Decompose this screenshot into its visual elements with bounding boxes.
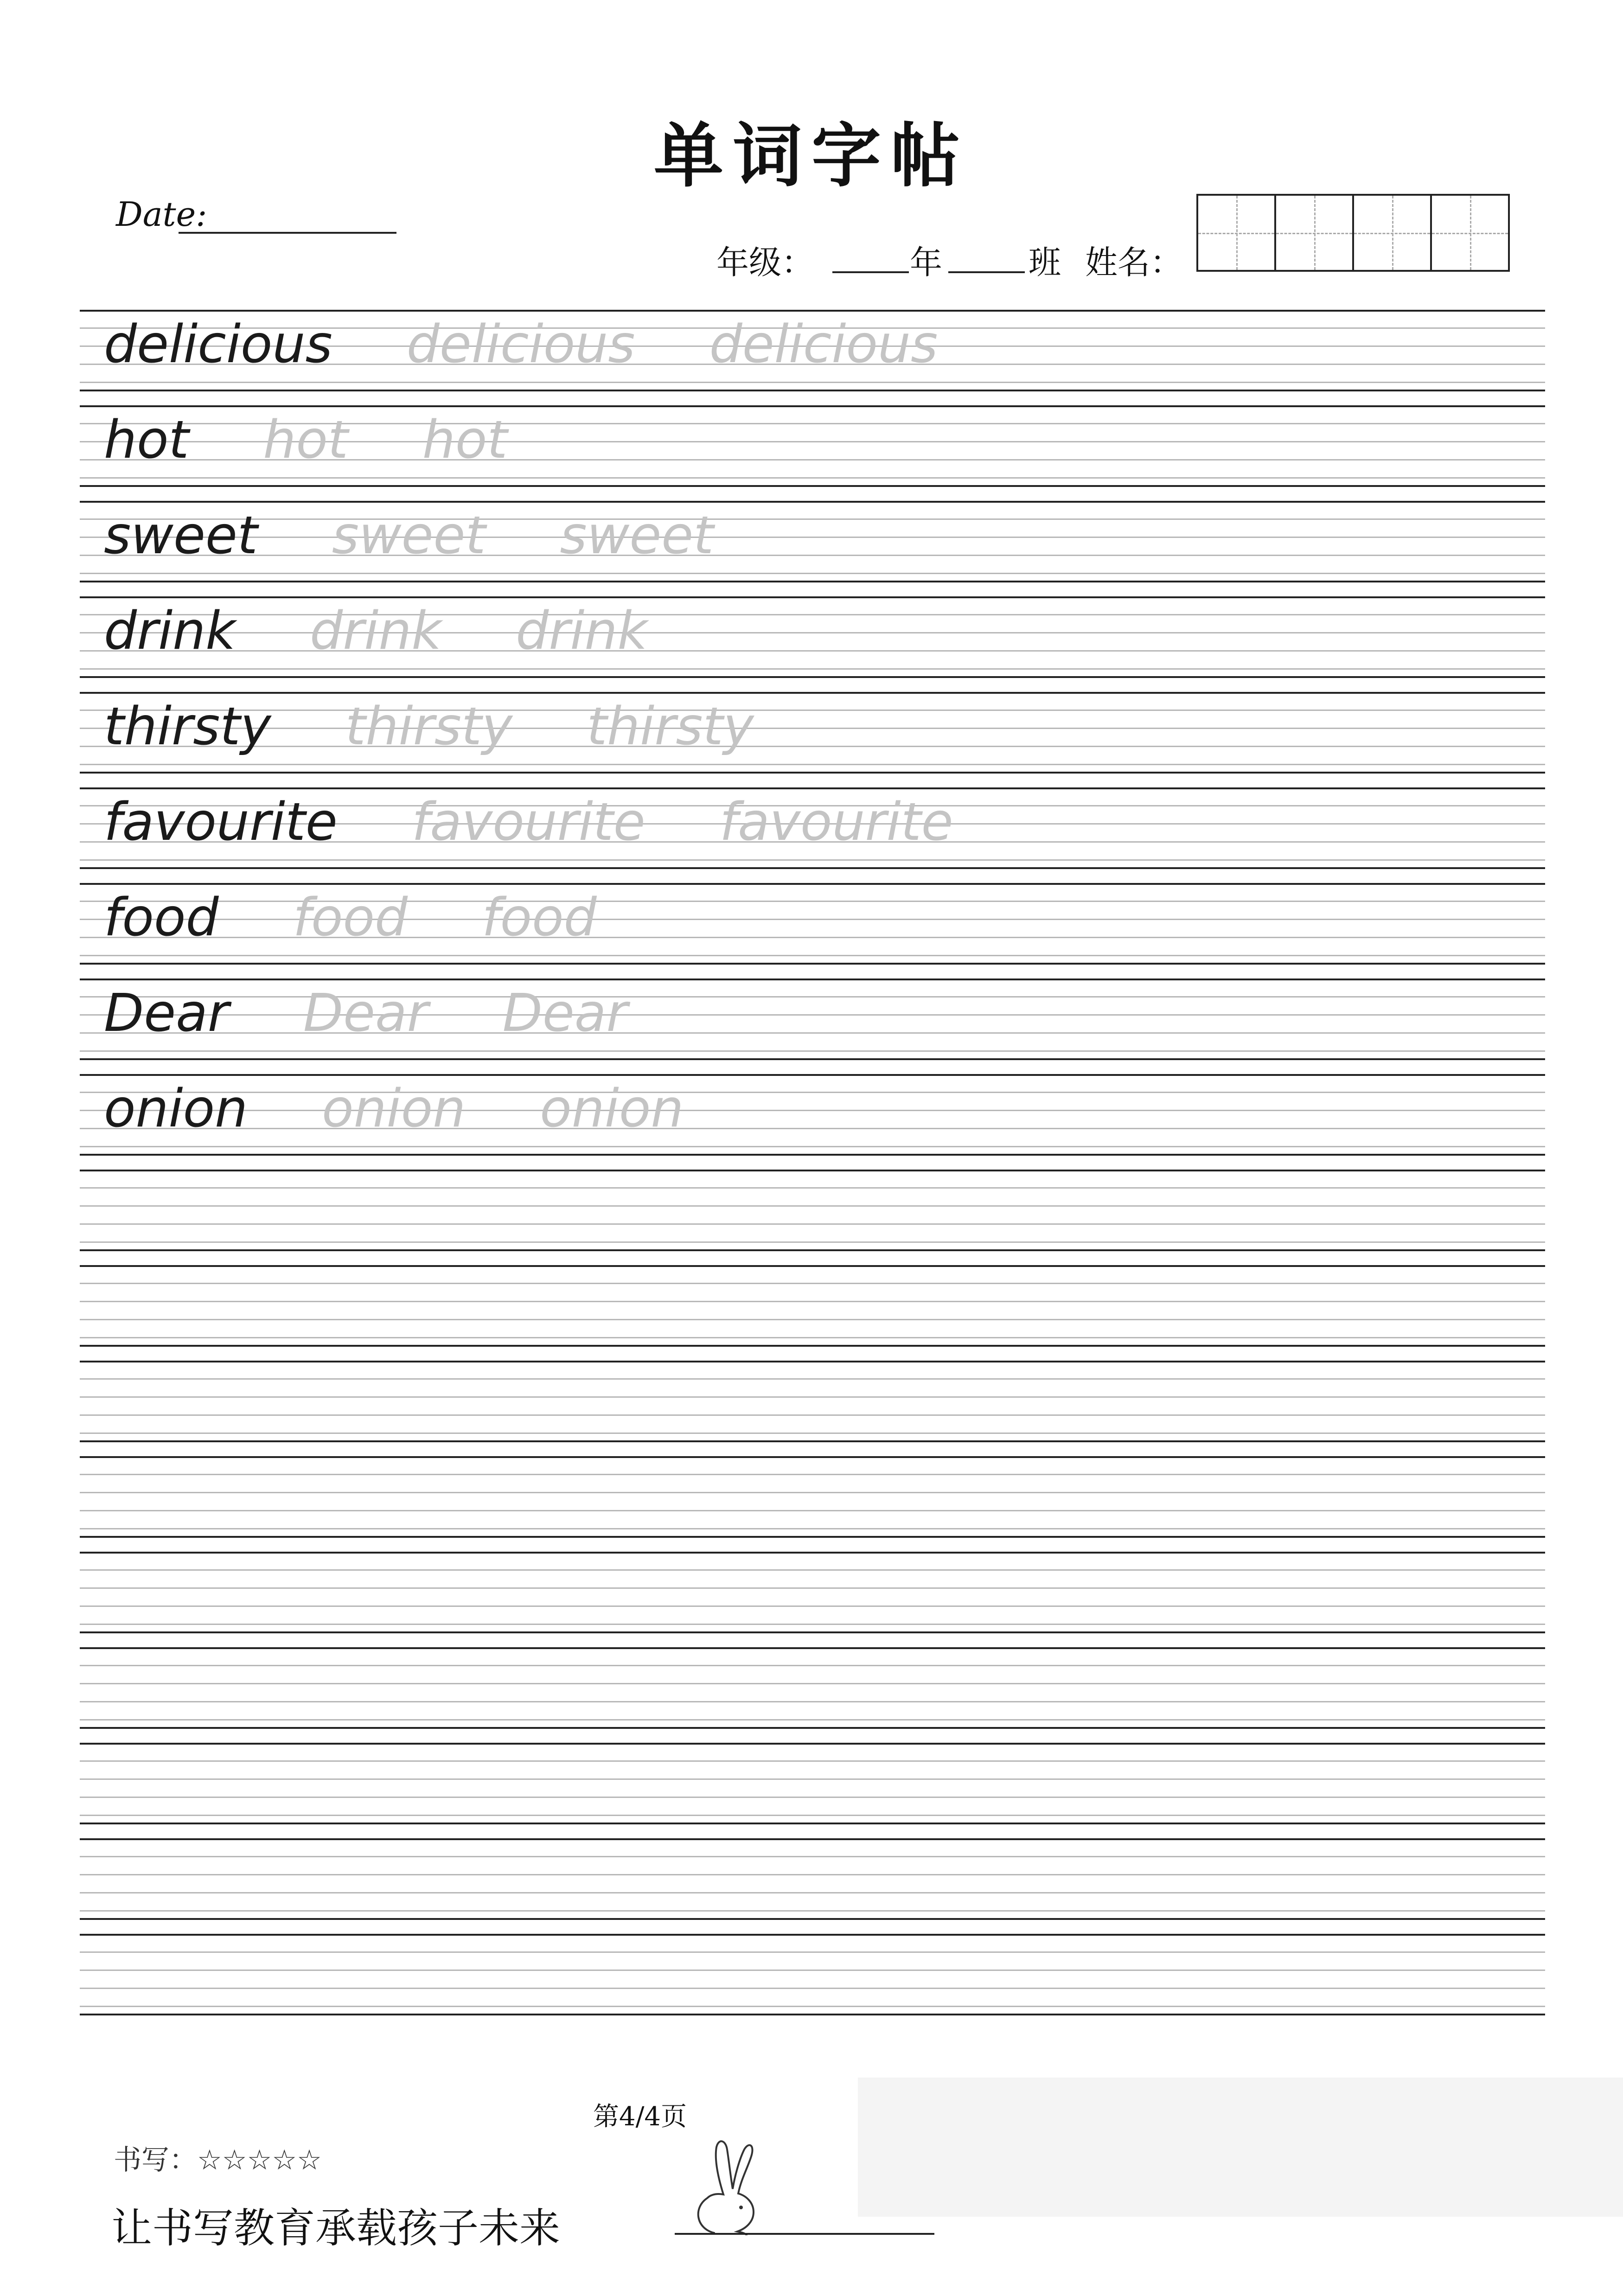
- trace-word: onion: [540, 1079, 684, 1139]
- rule-line: [80, 1154, 1545, 1156]
- rule-line: [80, 955, 1545, 956]
- word-group: [104, 1079, 758, 1139]
- rule-line: [80, 2014, 1545, 2015]
- rule-line: [80, 405, 1545, 407]
- rule-line: [80, 668, 1545, 670]
- name-grid-cell[interactable]: [1432, 196, 1508, 270]
- rule-line: [80, 596, 1545, 598]
- trace-word: favourite: [411, 792, 645, 852]
- rule-line: [80, 1058, 1545, 1060]
- model-word: food: [104, 888, 219, 948]
- writing-row[interactable]: [80, 596, 1545, 692]
- rule-line: [80, 692, 1545, 694]
- rule-line: [80, 1223, 1545, 1225]
- writing-lines: [80, 310, 1545, 2029]
- word-group: [104, 792, 1028, 852]
- rule-line: [80, 1146, 1545, 1147]
- rule-line: [80, 1205, 1545, 1207]
- word-group: [104, 697, 828, 757]
- rule-line: [80, 1249, 1545, 1251]
- writing-row[interactable]: [80, 692, 1545, 787]
- name-writing-grid[interactable]: [1196, 194, 1510, 272]
- rule-line: [80, 1605, 1545, 1607]
- rule-line: [80, 787, 1545, 789]
- rule-line: [80, 1988, 1545, 1989]
- writing-row[interactable]: [80, 1838, 1545, 1934]
- rule-line: [80, 573, 1545, 574]
- writing-row[interactable]: [80, 1361, 1545, 1456]
- rule-line: [80, 1440, 1545, 1442]
- rule-line: [80, 1760, 1545, 1762]
- rule-line: [80, 1319, 1545, 1320]
- rule-line: [80, 963, 1545, 965]
- rule-line: [80, 1778, 1545, 1780]
- rule-line: [80, 1510, 1545, 1511]
- model-word: Dear: [104, 983, 229, 1043]
- rule-line: [80, 1815, 1545, 1816]
- writing-row[interactable]: [80, 1265, 1545, 1361]
- date-label: Date:: [116, 195, 207, 234]
- model-word: drink: [104, 601, 236, 661]
- writing-row[interactable]: [80, 1743, 1545, 1838]
- rule-line: [80, 1474, 1545, 1475]
- rule-line: [80, 1647, 1545, 1649]
- trace-word: drink: [310, 601, 442, 661]
- rule-line: [80, 382, 1545, 383]
- rule-line: [80, 1624, 1545, 1625]
- rule-line: [80, 501, 1545, 503]
- rule-line: [80, 1665, 1545, 1666]
- trace-word: onion: [322, 1079, 466, 1139]
- rule-line: [80, 310, 1545, 312]
- trace-word: hot: [263, 410, 348, 470]
- rule-line: [80, 1050, 1545, 1052]
- rule-line: [80, 1456, 1545, 1458]
- rule-line: [80, 1797, 1545, 1798]
- word-group: [104, 601, 722, 661]
- rule-line: [80, 1743, 1545, 1745]
- rule-line: [80, 1970, 1545, 1971]
- rule-line: [80, 1074, 1545, 1076]
- word-group: [104, 888, 671, 948]
- trace-word: sweet: [560, 505, 714, 566]
- slogan: 让书写教育承载孩子未来: [111, 2204, 561, 2252]
- model-word: hot: [104, 410, 189, 470]
- model-word: sweet: [104, 505, 258, 566]
- name-grid-cell[interactable]: [1354, 196, 1432, 270]
- word-group: [104, 314, 1012, 375]
- rule-line: [80, 859, 1545, 861]
- word-group: [104, 410, 581, 470]
- rule-line: [80, 1934, 1545, 1936]
- rule-line: [80, 390, 1545, 391]
- rule-line: [80, 1569, 1545, 1571]
- grade-label: 年级：: [716, 243, 814, 281]
- model-word: onion: [104, 1079, 248, 1139]
- word-group: [104, 983, 702, 1043]
- name-grid-cell[interactable]: [1198, 196, 1276, 270]
- model-word: delicious: [104, 314, 332, 375]
- writing-row[interactable]: [80, 1934, 1545, 2029]
- writing-row[interactable]: [80, 501, 1545, 596]
- rule-line: [80, 1856, 1545, 1857]
- rule-line: [80, 1701, 1545, 1702]
- rule-line: [80, 883, 1545, 885]
- page-number: 第4/4页: [593, 2102, 687, 2132]
- trace-word: thirsty: [587, 697, 754, 757]
- trace-word: food: [482, 888, 597, 948]
- writing-row[interactable]: [80, 1647, 1545, 1743]
- rule-line: [80, 1337, 1545, 1338]
- class-label: 班: [1029, 243, 1061, 281]
- rule-line: [80, 1396, 1545, 1398]
- rule-line: [80, 1301, 1545, 1302]
- rule-line: [80, 1951, 1545, 1953]
- rule-line: [80, 1683, 1545, 1684]
- date-blank-line[interactable]: [179, 232, 396, 234]
- rule-line: [80, 1414, 1545, 1416]
- class-blank-line[interactable]: [948, 271, 1025, 273]
- footer-line: [675, 2233, 934, 2235]
- rule-line: [80, 1241, 1545, 1243]
- name-label: 姓名：: [1085, 243, 1182, 281]
- rule-line: [80, 1378, 1545, 1380]
- rule-line: [80, 764, 1545, 765]
- writing-row[interactable]: [80, 405, 1545, 501]
- rule-line: [80, 1187, 1545, 1189]
- trace-word: Dear: [502, 983, 628, 1043]
- rule-line: [80, 1918, 1545, 1920]
- writing-row[interactable]: [80, 883, 1545, 979]
- rule-line: [80, 1528, 1545, 1529]
- writing-row[interactable]: [80, 787, 1545, 883]
- rule-line: [80, 581, 1545, 582]
- writing-row[interactable]: [80, 310, 1545, 405]
- name-grid-cell[interactable]: [1276, 196, 1354, 270]
- writing-row[interactable]: [80, 1074, 1545, 1170]
- trace-word: sweet: [332, 505, 486, 566]
- rule-line: [80, 1631, 1545, 1633]
- trace-word: thirsty: [345, 697, 513, 757]
- rule-line: [80, 1361, 1545, 1362]
- trace-word: hot: [422, 410, 508, 470]
- rule-line: [80, 2006, 1545, 2007]
- writing-row[interactable]: [80, 979, 1545, 1074]
- page-title: 单词字帖: [653, 115, 969, 197]
- word-group: [104, 505, 788, 566]
- rule-line: [80, 1838, 1545, 1840]
- rule-line: [80, 1823, 1545, 1824]
- year-label: 年: [910, 243, 942, 281]
- rule-line: [80, 1719, 1545, 1720]
- rule-line: [80, 1910, 1545, 1912]
- rule-line: [80, 1892, 1545, 1893]
- grade-blank-line[interactable]: [832, 271, 909, 273]
- trace-word: food: [293, 888, 408, 948]
- writing-row[interactable]: [80, 1456, 1545, 1552]
- rule-line: [80, 867, 1545, 869]
- model-word: favourite: [104, 792, 338, 852]
- model-word: thirsty: [104, 697, 271, 757]
- rule-line: [80, 1727, 1545, 1729]
- trace-word: delicious: [709, 314, 938, 375]
- rule-line: [80, 1587, 1545, 1589]
- writing-row[interactable]: [80, 1552, 1545, 1647]
- writing-row[interactable]: [80, 1170, 1545, 1265]
- rule-line: [80, 772, 1545, 774]
- rule-line: [80, 1265, 1545, 1267]
- trace-word: drink: [516, 601, 648, 661]
- rule-line: [80, 1552, 1545, 1554]
- rule-line: [80, 1874, 1545, 1875]
- rule-line: [80, 485, 1545, 487]
- rule-line: [80, 1345, 1545, 1347]
- rule-line: [80, 1170, 1545, 1171]
- rule-line: [80, 1433, 1545, 1434]
- trace-word: delicious: [406, 314, 635, 375]
- rule-line: [80, 1536, 1545, 1538]
- rule-line: [80, 1492, 1545, 1493]
- trace-word: Dear: [303, 983, 428, 1043]
- writing-rating: 书写：☆☆☆☆☆: [114, 2144, 322, 2176]
- rule-line: [80, 1283, 1545, 1284]
- rabbit-icon: [686, 2129, 779, 2235]
- rule-line: [80, 979, 1545, 980]
- trace-word: favourite: [719, 792, 953, 852]
- rule-line: [80, 477, 1545, 479]
- rule-line: [80, 676, 1545, 678]
